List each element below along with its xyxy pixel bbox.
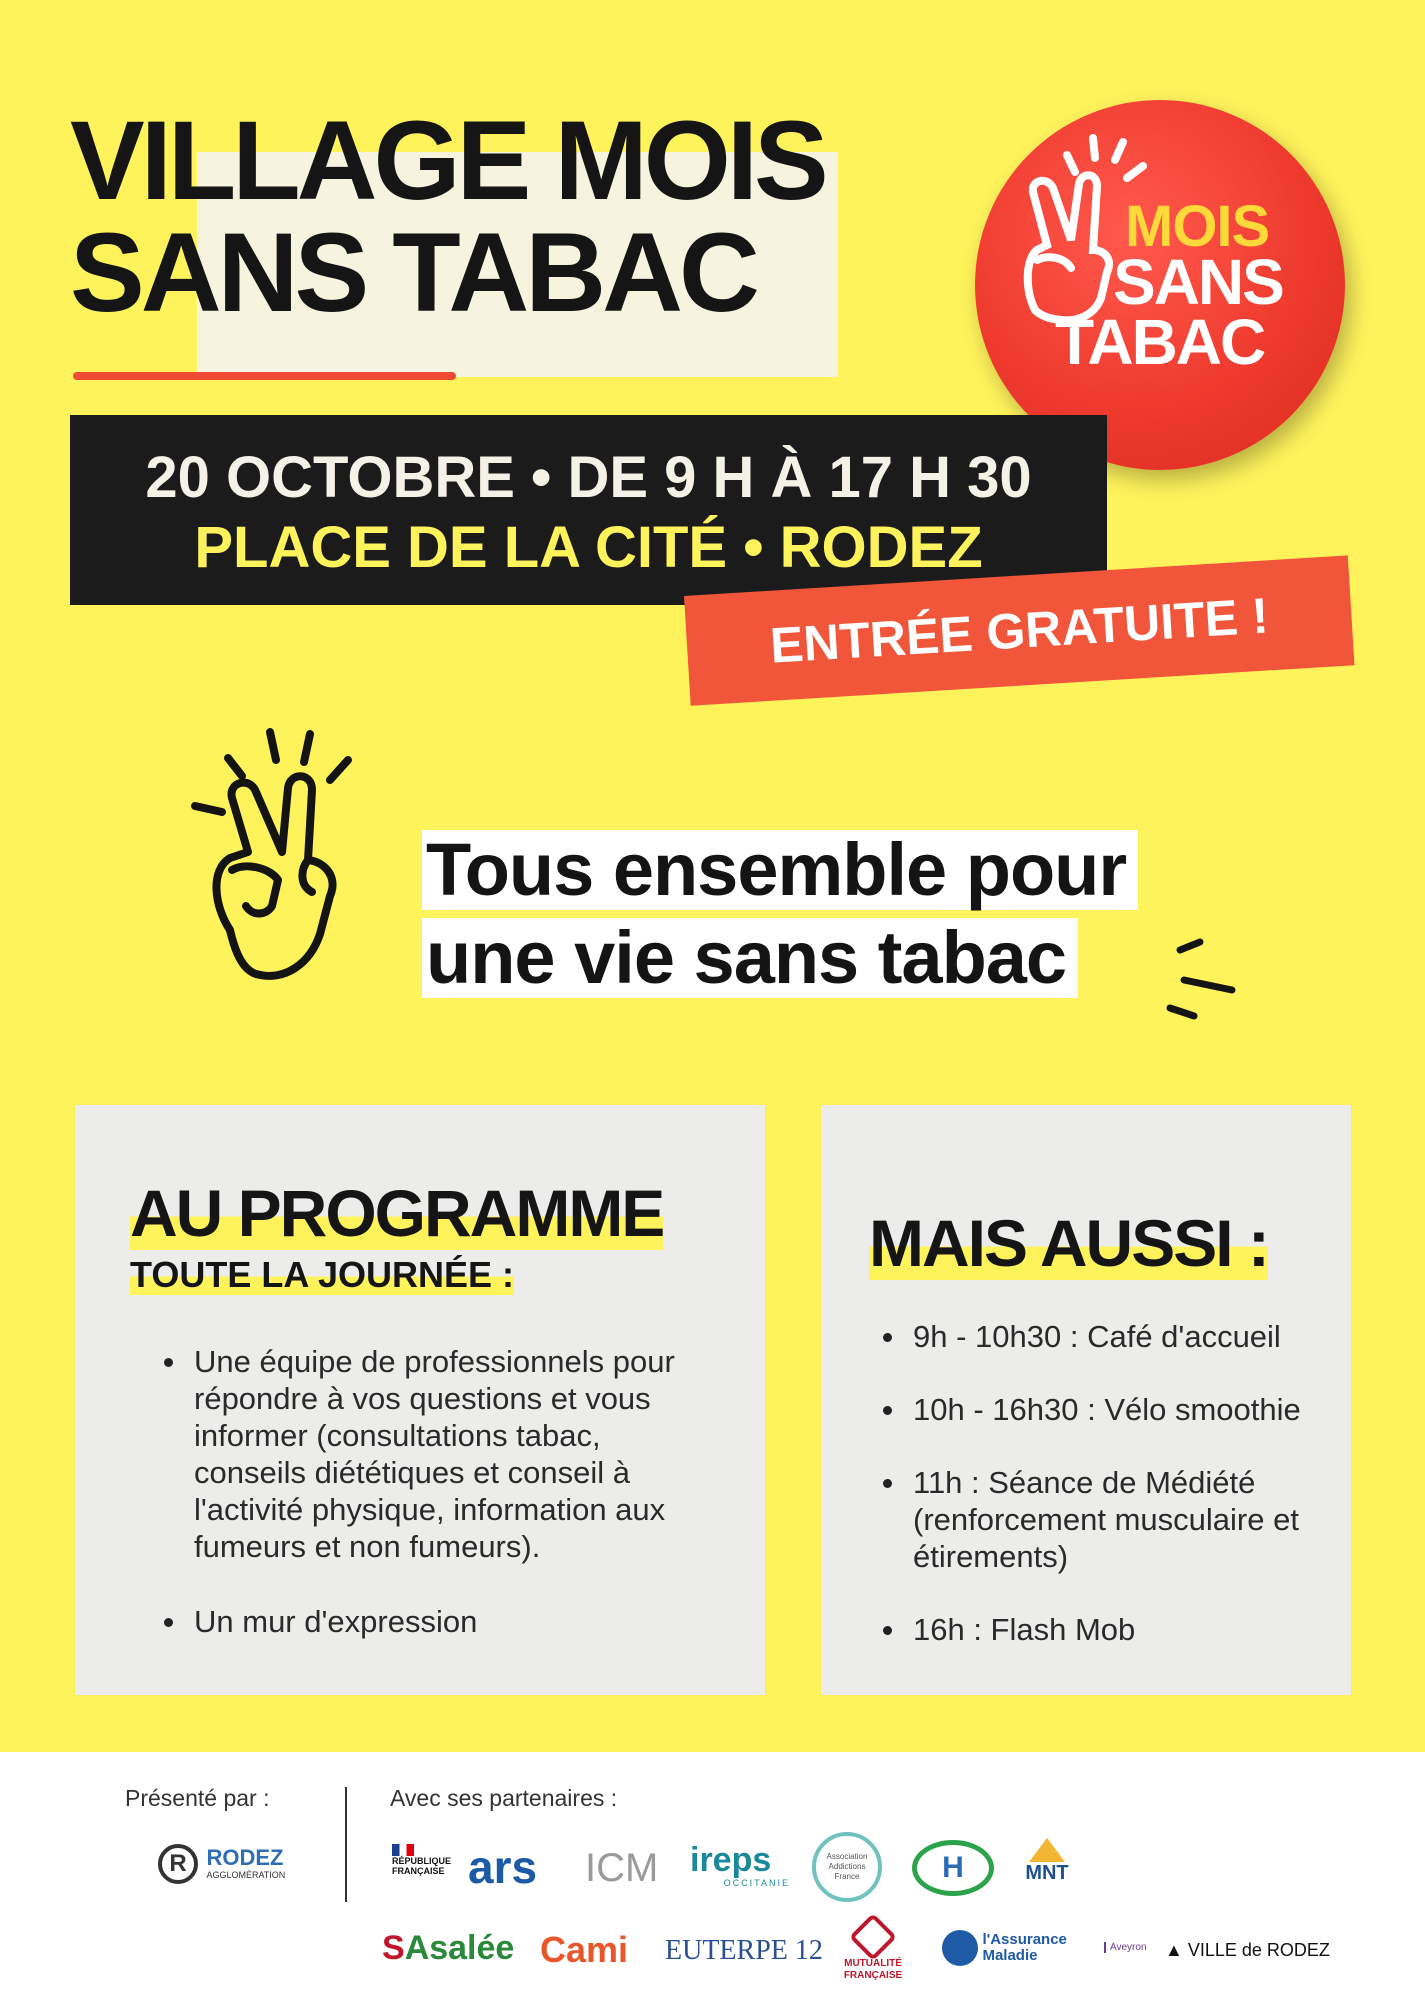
aveyron-logo: Aveyron — [1104, 1942, 1147, 1953]
page-title — [70, 98, 825, 335]
ville-mark-icon: ▲ — [1165, 1940, 1183, 1960]
programme-card — [75, 1105, 765, 1695]
republique-text: RÉPUBLIQUE FRANÇAISE — [392, 1856, 452, 1876]
rodez-logo-text: RODEZ — [206, 1845, 284, 1870]
rodez-r-icon: R — [158, 1844, 198, 1884]
badge-line-2: SANS — [1113, 246, 1283, 318]
mais-aussi-title-text: MAIS AUSSI : — [869, 1206, 1268, 1280]
mnt-text: MNT — [1025, 1862, 1069, 1884]
assurance-mark-icon — [942, 1930, 978, 1966]
footer-divider — [345, 1787, 347, 1902]
list-item: Un mur d'expression — [160, 1603, 720, 1640]
assurance-maladie-logo — [942, 1930, 1082, 1966]
programme-title — [130, 1175, 663, 1251]
badge-line-3: TABAC — [1055, 306, 1265, 378]
cami-logo: Cami — [540, 1929, 629, 1970]
list-item: Une équipe de professionnels pour répondre à vos questions et vous informer (consultations tabac, conseils diététiques et conseil à l'activité physique, information aux fumeurs et non fumeurs). — [160, 1343, 720, 1565]
mais-aussi-card — [821, 1105, 1351, 1695]
rodez-logo-sub: AGGLOMÉRATION — [206, 1870, 286, 1880]
list-item: 10h - 16h30 : Vélo smoothie — [879, 1391, 1329, 1428]
presented-by-label: Présenté par : — [125, 1785, 270, 1811]
list-item: 11h : Séance de Médiété (renforcement musculaire et étirements) — [879, 1464, 1329, 1575]
programme-list — [160, 1343, 720, 1640]
event-info-box — [70, 415, 1107, 605]
mutualite-mark-icon — [849, 1913, 897, 1961]
mais-aussi-title — [869, 1205, 1268, 1281]
flag-icon — [392, 1844, 414, 1856]
title-line-2: SANS TABAC — [70, 210, 756, 335]
programme-subtitle — [130, 1253, 514, 1297]
addictions-france-logo — [812, 1832, 882, 1902]
mutualite-text: MUTUALITÉ FRANÇAISE — [843, 1958, 903, 1981]
ireps-text: ireps — [690, 1841, 772, 1879]
title-underline — [73, 372, 456, 380]
programme-subtitle-text: TOUTE LA JOURNÉE : — [130, 1254, 515, 1295]
republique-logo — [392, 1844, 458, 1876]
asalee-mark-icon: S — [382, 1929, 405, 1967]
slogan-line-2: une vie sans tabac — [422, 918, 1078, 998]
addictions-text: Association Addictions France — [826, 1852, 868, 1881]
ireps-sub-text: OCCITANIE — [723, 1878, 790, 1888]
list-item: 16h : Flash Mob — [879, 1611, 1329, 1648]
badge-line-1: MOIS — [1125, 194, 1270, 259]
assurance-text: l'Assurance Maladie — [982, 1931, 1067, 1964]
event-date-time: 20 OCTOBRE • DE 9 H À 17 H 30 — [145, 445, 1032, 510]
partners-label: Avec ses partenaires : — [390, 1785, 618, 1811]
asalee-logo — [382, 1928, 514, 1968]
mutualite-logo — [830, 1920, 916, 1982]
footer — [0, 1752, 1425, 2015]
event-place: PLACE DE LA CITÉ • RODEZ — [194, 515, 983, 580]
list-item: 9h - 10h30 : Café d'accueil — [879, 1318, 1329, 1355]
mnt-mark-icon — [1029, 1838, 1065, 1862]
asalee-text: Asalée — [404, 1929, 515, 1967]
ville-de-rodez-logo — [1165, 1938, 1330, 1962]
ireps-logo — [690, 1842, 790, 1888]
ville-text: VILLE de RODEZ — [1187, 1940, 1330, 1960]
mais-aussi-list — [879, 1318, 1329, 1648]
victory-hand-icon — [180, 720, 400, 1020]
free-entry-text: ENTRÉE GRATUITE ! — [768, 587, 1271, 674]
programme-title-text: AU PROGRAMME — [130, 1176, 664, 1250]
ars-logo: ars — [468, 1841, 538, 1893]
rodez-agglo-logo — [158, 1844, 285, 1884]
mnt-logo — [1020, 1838, 1074, 1884]
centre-hospitalier-logo: H — [912, 1840, 994, 1896]
sparkle-lines-icon — [1160, 930, 1240, 1020]
icm-logo: ICM — [585, 1846, 659, 1890]
title-line-1: VILLAGE MOIS — [70, 98, 825, 223]
slogan-line-1: Tous ensemble pour — [422, 830, 1138, 910]
euterpe-logo: EUTERPE 12 — [665, 1935, 823, 1966]
